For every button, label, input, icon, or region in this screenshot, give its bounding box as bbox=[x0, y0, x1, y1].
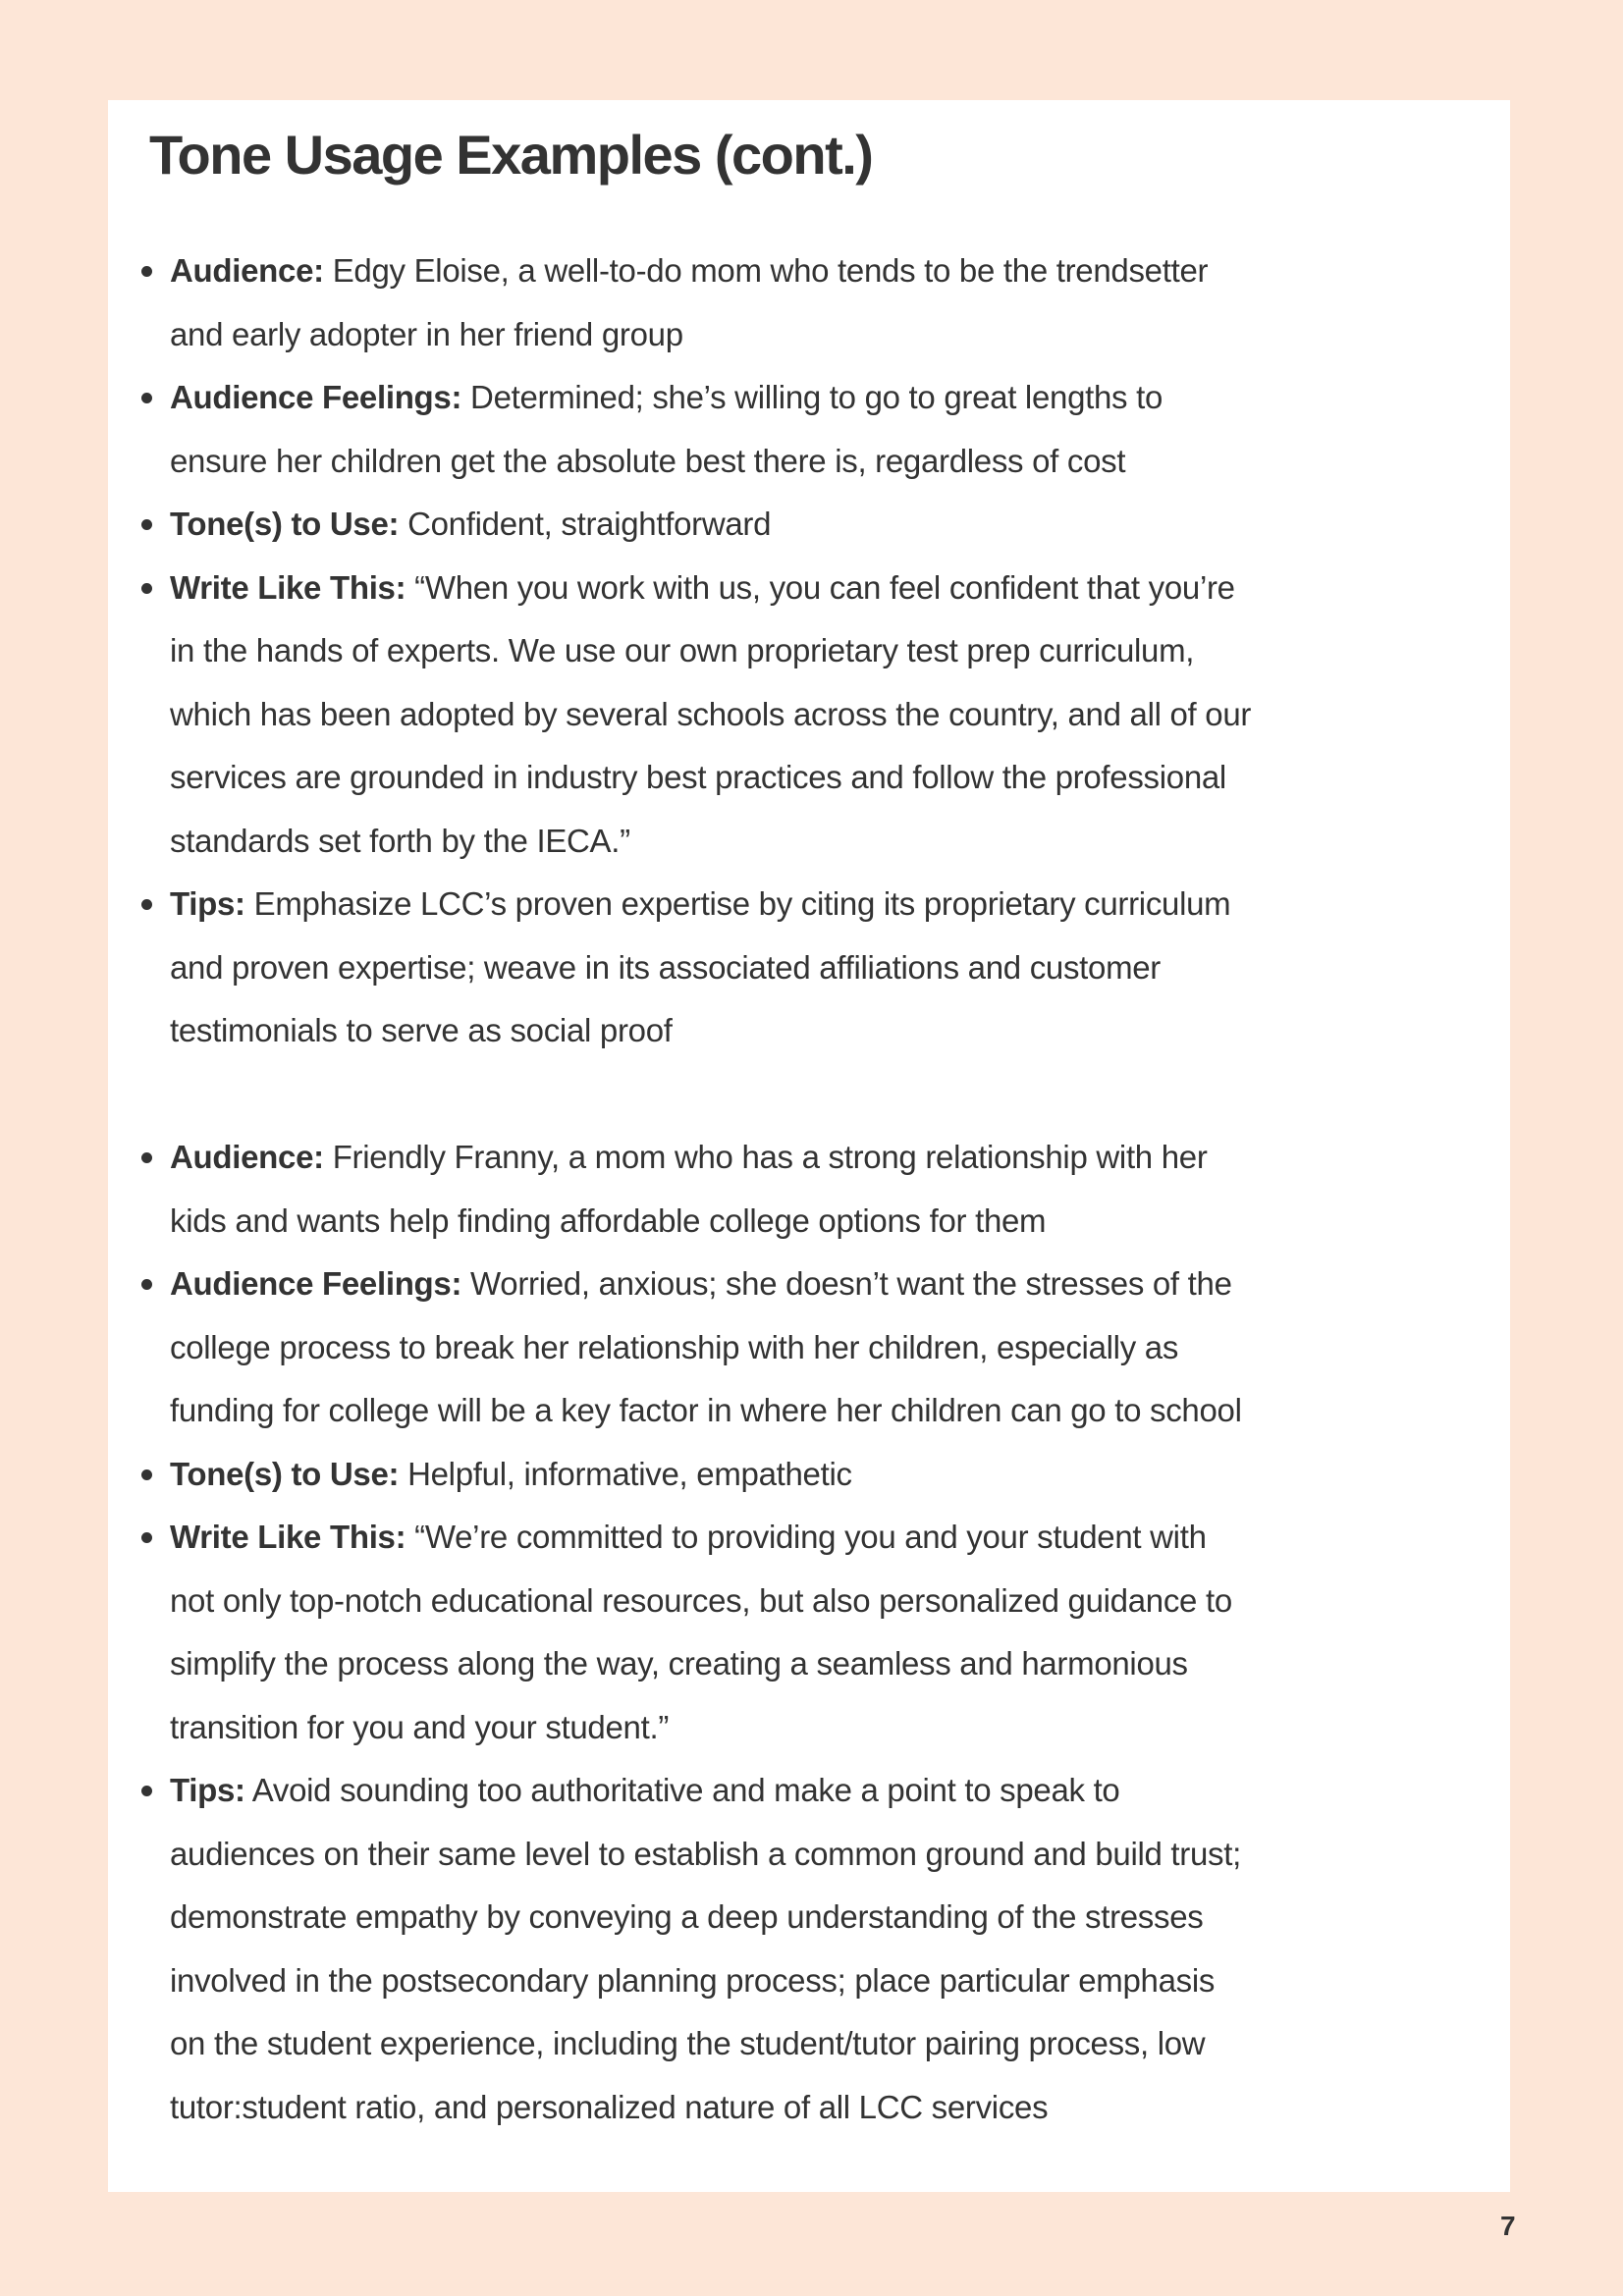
item-label: Audience Feelings: bbox=[170, 1265, 462, 1302]
list-item bbox=[108, 1253, 1510, 1443]
text-line bbox=[170, 1696, 1510, 1760]
bullet-icon bbox=[141, 393, 152, 403]
text-line bbox=[170, 1190, 1510, 1254]
item-text: on the student experience, including the student/tutor pairing process, low bbox=[170, 2025, 1206, 2061]
item-text: college process to break her relationship with her children, especially as bbox=[170, 1328, 1179, 1365]
item-label: Tone(s) to Use: bbox=[170, 1455, 400, 1492]
page-number: 7 bbox=[1500, 2211, 1516, 2241]
text-line bbox=[170, 810, 1510, 874]
text-line bbox=[170, 493, 1510, 557]
text-line bbox=[170, 303, 1510, 367]
item-label: Tone(s) to Use: bbox=[170, 506, 400, 542]
list-item bbox=[108, 1443, 1510, 1507]
item-text: ensure her children get the absolute best there is, regardless of cost bbox=[170, 442, 1126, 479]
item-text: involved in the postsecondary planning process; place particular emphasis bbox=[170, 1961, 1216, 1999]
item-text: standards set forth by the IECA.” bbox=[170, 822, 630, 859]
item-label: Audience Feelings: bbox=[170, 379, 462, 415]
item-text: Edgy Eloise, a well-to-do mom who tends to be the trendsetter bbox=[323, 252, 1209, 289]
bullet-icon bbox=[141, 899, 152, 910]
text-line bbox=[170, 1379, 1510, 1443]
item-text: Emphasize LCC’s proven expertise by citing its proprietary curriculum bbox=[244, 885, 1231, 922]
item-text: simplify the process along the way, creating a seamless and harmonious bbox=[170, 1645, 1188, 1682]
item-text: “We’re committed to providing you and your student with bbox=[406, 1519, 1207, 1555]
item-text: not only top-notch educational resources, but also personalized guidance to bbox=[170, 1581, 1232, 1619]
text-line bbox=[170, 619, 1510, 683]
list-item bbox=[108, 1126, 1510, 1253]
item-text: which has been adopted by several schools across the country, and all of our bbox=[170, 695, 1252, 732]
text-line bbox=[170, 557, 1510, 620]
item-text: funding for college will be a key factor in where her children can go to school bbox=[170, 1392, 1242, 1428]
bullet-group bbox=[108, 1126, 1510, 2139]
item-label: Write Like This: bbox=[170, 1519, 406, 1555]
text-line bbox=[170, 430, 1510, 494]
item-label: Tips: bbox=[170, 1772, 245, 1808]
item-text: and early adopter in her friend group bbox=[170, 315, 683, 352]
item-label: Audience: bbox=[170, 252, 324, 289]
text-line bbox=[170, 873, 1510, 936]
item-label: Write Like This: bbox=[170, 568, 406, 606]
bullet-icon bbox=[141, 1532, 152, 1543]
text-line bbox=[170, 366, 1510, 430]
text-line bbox=[170, 999, 1510, 1063]
item-text: transition for you and your student.” bbox=[170, 1708, 670, 1745]
text-line bbox=[170, 683, 1510, 747]
text-line bbox=[170, 746, 1510, 810]
item-text: testimonials to serve as social proof bbox=[170, 1012, 673, 1048]
list-item bbox=[108, 873, 1510, 1063]
list-item bbox=[108, 557, 1510, 874]
list-item bbox=[108, 366, 1510, 493]
item-text: tutor:student ratio, and personalized nature of all LCC services bbox=[170, 2088, 1049, 2125]
bullet-icon bbox=[141, 266, 152, 277]
list-item bbox=[108, 1759, 1510, 2139]
page-title: Tone Usage Examples (cont.) bbox=[149, 124, 873, 186]
text-line bbox=[170, 1253, 1510, 1316]
text-line bbox=[170, 240, 1510, 303]
item-text: services are grounded in industry best practices and follow the professional bbox=[170, 759, 1226, 795]
item-text: Helpful, informative, empathetic bbox=[399, 1455, 852, 1492]
bullet-icon bbox=[141, 1469, 152, 1480]
item-text: demonstrate empathy by conveying a deep understanding of the stresses bbox=[170, 1898, 1204, 1935]
list-item bbox=[108, 1506, 1510, 1759]
text-line bbox=[170, 1886, 1510, 1949]
item-text: and proven expertise; weave in its associated affiliations and customer bbox=[170, 948, 1162, 986]
text-line bbox=[170, 1949, 1510, 2013]
text-line bbox=[170, 1506, 1510, 1570]
item-text: Friendly Franny, a mom who has a strong relationship with her bbox=[323, 1139, 1208, 1175]
text-line bbox=[170, 936, 1510, 1000]
item-label: Audience: bbox=[170, 1139, 324, 1175]
item-text: audiences on their same level to establish a common ground and build trust; bbox=[170, 1835, 1241, 1872]
bullet-icon bbox=[141, 1786, 152, 1796]
bullet-icon bbox=[141, 1279, 152, 1290]
content-body bbox=[108, 240, 1510, 2139]
item-text: Confident, straightforward bbox=[399, 506, 772, 542]
item-text: Worried, anxious; she doesn’t want the stresses of the bbox=[461, 1265, 1232, 1302]
item-text: in the hands of experts. We use our own proprietary test prep curriculum, bbox=[170, 632, 1195, 668]
item-text: “When you work with us, you can feel confident that you’re bbox=[406, 568, 1235, 606]
bullet-icon bbox=[141, 519, 152, 530]
text-line bbox=[170, 2012, 1510, 2076]
text-line bbox=[170, 1632, 1510, 1696]
item-text: kids and wants help finding affordable college options for them bbox=[170, 1201, 1047, 1239]
text-line bbox=[170, 1759, 1510, 1823]
item-label: Tips: bbox=[170, 885, 245, 922]
item-text: Determined; she’s willing to go to great lengths to bbox=[461, 379, 1163, 415]
text-line bbox=[170, 1570, 1510, 1633]
content-panel bbox=[108, 100, 1510, 2192]
list-item bbox=[108, 240, 1510, 366]
bullet-icon bbox=[141, 583, 152, 594]
bullet-group bbox=[108, 240, 1510, 1063]
text-line bbox=[170, 1823, 1510, 1887]
text-line bbox=[170, 1316, 1510, 1380]
text-line bbox=[170, 1443, 1510, 1507]
text-line bbox=[170, 1126, 1510, 1190]
text-line bbox=[170, 2076, 1510, 2140]
list-item bbox=[108, 493, 1510, 557]
item-text: Avoid sounding too authoritative and make a point to speak to bbox=[244, 1772, 1120, 1808]
bullet-icon bbox=[141, 1152, 152, 1163]
